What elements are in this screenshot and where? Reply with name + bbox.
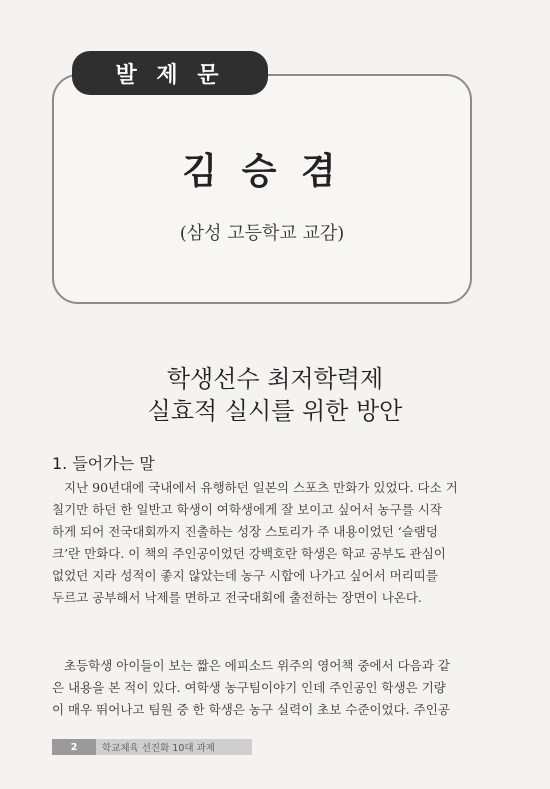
- paragraph-line: 이 매우 뛰어나고 팀원 중 한 학생은 농구 실력이 초보 수준이었다. 주인공: [52, 702, 450, 717]
- paragraph-line: 없었던 지라 성적이 좋지 않았는데 농구 시합에 나가고 싶어서 머리띠를: [52, 568, 438, 583]
- document-title-line2: 실효적 실시를 위한 방안: [147, 397, 403, 425]
- paragraph-2: [52, 655, 484, 721]
- page-footer: [52, 739, 252, 755]
- presenter-name: 김 승 겸: [182, 151, 342, 192]
- document-title-line1: 학생선수 최저학력제: [166, 365, 384, 393]
- presentation-tab-label: 발 제 문: [72, 51, 268, 95]
- paragraph-line: 두르고 공부해서 낙제를 면하고 전국대회에 출전하는 장면이 나온다.: [52, 590, 422, 605]
- presenter-affiliation: (삼성 고등학교 교감): [179, 223, 345, 244]
- paragraph-1: [52, 477, 484, 609]
- document-title: [40, 363, 510, 427]
- paragraph-line: 크’란 만화다. 이 책의 주인공이었던 강백호란 학생은 학교 공부도 관심이: [52, 546, 446, 561]
- page-number: 2: [52, 739, 96, 755]
- paragraph-line: 칠기만 하던 한 일반고 학생이 여학생에게 잘 보이고 싶어서 농구를 시작: [52, 502, 442, 517]
- paragraph-line: 은 내용을 본 적이 있다. 여학생 농구팀이야기 인데 주인공인 학생은 기량: [52, 680, 446, 695]
- paragraph-line: 지난 90년대에 국내에서 유행하던 일본의 스포츠 만화가 있었다. 다소 거: [64, 480, 458, 495]
- book-title: 학교체육 선진화 10대 과제: [96, 739, 252, 755]
- paragraph-line: 초등학생 아이들이 보는 짧은 에피소드 위주의 영어책 중에서 다음과 같: [64, 658, 450, 673]
- paragraph-line: 하게 되어 전국대회까지 진출하는 성장 스토리가 주 내용이었던 ‘슬램덩: [52, 524, 438, 539]
- section-heading: 1. 들어가는 말: [52, 454, 155, 473]
